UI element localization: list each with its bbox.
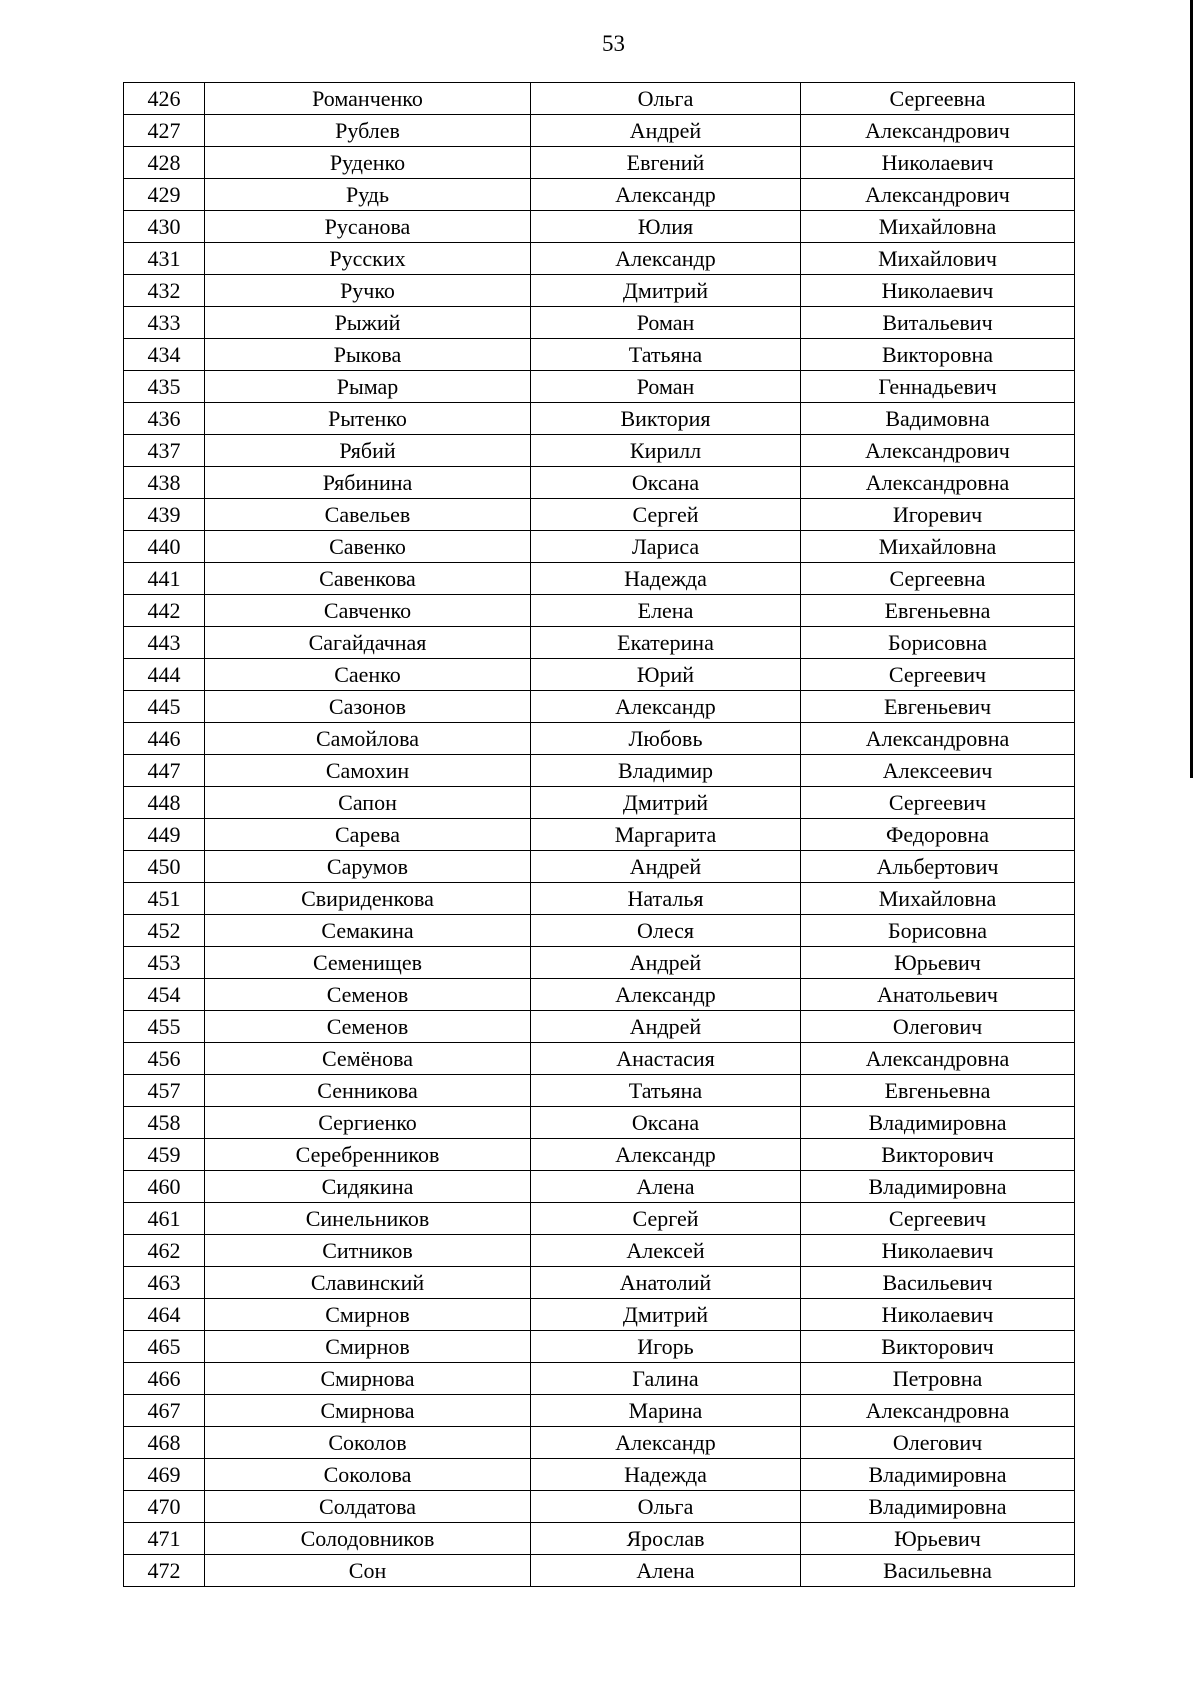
table-row — [124, 211, 1075, 243]
first-name-cell: Дмитрий — [531, 787, 801, 819]
patronymic-cell: Олегович — [801, 1011, 1075, 1043]
first-name-cell: Олеся — [531, 915, 801, 947]
first-name-cell: Оксана — [531, 467, 801, 499]
table-row — [124, 371, 1075, 403]
first-name-cell: Ольга — [531, 83, 801, 115]
table-row — [124, 115, 1075, 147]
surname-cell: Смирнова — [205, 1395, 531, 1427]
first-name-cell: Сергей — [531, 1203, 801, 1235]
first-name-cell: Александр — [531, 1427, 801, 1459]
patronymic-cell: Сергеевна — [801, 563, 1075, 595]
patronymic-cell: Михайловна — [801, 531, 1075, 563]
row-number-cell: 468 — [124, 1427, 205, 1459]
first-name-cell: Галина — [531, 1363, 801, 1395]
row-number-cell: 467 — [124, 1395, 205, 1427]
table-row — [124, 275, 1075, 307]
patronymic-cell: Михайловна — [801, 883, 1075, 915]
patronymic-cell: Евгеньевна — [801, 595, 1075, 627]
row-number-cell: 437 — [124, 435, 205, 467]
table-row — [124, 1171, 1075, 1203]
table-row — [124, 1107, 1075, 1139]
patronymic-cell: Александровна — [801, 1043, 1075, 1075]
row-number-cell: 469 — [124, 1459, 205, 1491]
row-number-cell: 438 — [124, 467, 205, 499]
surname-cell: Рябинина — [205, 467, 531, 499]
first-name-cell: Надежда — [531, 1459, 801, 1491]
surname-cell: Солодовников — [205, 1523, 531, 1555]
row-number-cell: 455 — [124, 1011, 205, 1043]
surname-cell: Рябий — [205, 435, 531, 467]
patronymic-cell: Александрович — [801, 115, 1075, 147]
row-number-cell: 443 — [124, 627, 205, 659]
surname-cell: Семенов — [205, 979, 531, 1011]
row-number-cell: 446 — [124, 723, 205, 755]
surname-cell: Русских — [205, 243, 531, 275]
surname-cell: Сидякина — [205, 1171, 531, 1203]
table-row — [124, 883, 1075, 915]
patronymic-cell: Владимировна — [801, 1107, 1075, 1139]
table-row — [124, 499, 1075, 531]
first-name-cell: Татьяна — [531, 1075, 801, 1107]
patronymic-cell: Сергеевич — [801, 787, 1075, 819]
row-number-cell: 454 — [124, 979, 205, 1011]
row-number-cell: 466 — [124, 1363, 205, 1395]
patronymic-cell: Александрович — [801, 435, 1075, 467]
surname-cell: Соколова — [205, 1459, 531, 1491]
roster-table — [123, 82, 1075, 1587]
row-number-cell: 445 — [124, 691, 205, 723]
patronymic-cell: Альбертович — [801, 851, 1075, 883]
first-name-cell: Алена — [531, 1555, 801, 1587]
patronymic-cell: Алексеевич — [801, 755, 1075, 787]
table-row — [124, 1427, 1075, 1459]
patronymic-cell: Евгеньевич — [801, 691, 1075, 723]
table-row — [124, 1459, 1075, 1491]
patronymic-cell: Владимировна — [801, 1171, 1075, 1203]
table-row — [124, 755, 1075, 787]
surname-cell: Ситников — [205, 1235, 531, 1267]
table-row — [124, 1331, 1075, 1363]
row-number-cell: 429 — [124, 179, 205, 211]
surname-cell: Соколов — [205, 1427, 531, 1459]
surname-cell: Сенникова — [205, 1075, 531, 1107]
row-number-cell: 433 — [124, 307, 205, 339]
surname-cell: Славинский — [205, 1267, 531, 1299]
row-number-cell: 441 — [124, 563, 205, 595]
table-row — [124, 659, 1075, 691]
table-row — [124, 1491, 1075, 1523]
row-number-cell: 448 — [124, 787, 205, 819]
roster-table-body — [124, 83, 1075, 1587]
row-number-cell: 453 — [124, 947, 205, 979]
row-number-cell: 450 — [124, 851, 205, 883]
table-row — [124, 403, 1075, 435]
table-row — [124, 1267, 1075, 1299]
table-row — [124, 979, 1075, 1011]
surname-cell: Рымар — [205, 371, 531, 403]
patronymic-cell: Николаевич — [801, 147, 1075, 179]
surname-cell: Рыкова — [205, 339, 531, 371]
surname-cell: Рыжий — [205, 307, 531, 339]
scan-edge-line — [1190, 0, 1193, 778]
first-name-cell: Александр — [531, 1139, 801, 1171]
patronymic-cell: Викторович — [801, 1331, 1075, 1363]
first-name-cell: Дмитрий — [531, 275, 801, 307]
surname-cell: Ручко — [205, 275, 531, 307]
first-name-cell: Юлия — [531, 211, 801, 243]
table-row — [124, 1363, 1075, 1395]
table-row — [124, 1011, 1075, 1043]
row-number-cell: 444 — [124, 659, 205, 691]
first-name-cell: Анатолий — [531, 1267, 801, 1299]
patronymic-cell: Витальевич — [801, 307, 1075, 339]
first-name-cell: Марина — [531, 1395, 801, 1427]
surname-cell: Смирнова — [205, 1363, 531, 1395]
patronymic-cell: Васильевич — [801, 1267, 1075, 1299]
first-name-cell: Александр — [531, 691, 801, 723]
surname-cell: Самойлова — [205, 723, 531, 755]
surname-cell: Смирнов — [205, 1331, 531, 1363]
row-number-cell: 436 — [124, 403, 205, 435]
row-number-cell: 428 — [124, 147, 205, 179]
patronymic-cell: Анатольевич — [801, 979, 1075, 1011]
table-row — [124, 915, 1075, 947]
row-number-cell: 463 — [124, 1267, 205, 1299]
patronymic-cell: Александровна — [801, 723, 1075, 755]
row-number-cell: 470 — [124, 1491, 205, 1523]
surname-cell: Саенко — [205, 659, 531, 691]
patronymic-cell: Борисовна — [801, 915, 1075, 947]
first-name-cell: Лариса — [531, 531, 801, 563]
first-name-cell: Александр — [531, 979, 801, 1011]
table-row — [124, 1235, 1075, 1267]
first-name-cell: Оксана — [531, 1107, 801, 1139]
first-name-cell: Ярослав — [531, 1523, 801, 1555]
table-row — [124, 307, 1075, 339]
first-name-cell: Татьяна — [531, 339, 801, 371]
row-number-cell: 451 — [124, 883, 205, 915]
patronymic-cell: Борисовна — [801, 627, 1075, 659]
table-row — [124, 147, 1075, 179]
first-name-cell: Александр — [531, 243, 801, 275]
surname-cell: Семакина — [205, 915, 531, 947]
surname-cell: Русанова — [205, 211, 531, 243]
surname-cell: Солдатова — [205, 1491, 531, 1523]
patronymic-cell: Васильевна — [801, 1555, 1075, 1587]
patronymic-cell: Вадимовна — [801, 403, 1075, 435]
row-number-cell: 449 — [124, 819, 205, 851]
surname-cell: Семенов — [205, 1011, 531, 1043]
row-number-cell: 439 — [124, 499, 205, 531]
table-row — [124, 1203, 1075, 1235]
table-row — [124, 339, 1075, 371]
surname-cell: Савельев — [205, 499, 531, 531]
first-name-cell: Владимир — [531, 755, 801, 787]
surname-cell: Руденко — [205, 147, 531, 179]
patronymic-cell: Михайловна — [801, 211, 1075, 243]
surname-cell: Семёнова — [205, 1043, 531, 1075]
first-name-cell: Андрей — [531, 851, 801, 883]
row-number-cell: 431 — [124, 243, 205, 275]
patronymic-cell: Сергеевич — [801, 1203, 1075, 1235]
table-row — [124, 1555, 1075, 1587]
row-number-cell: 472 — [124, 1555, 205, 1587]
table-row — [124, 691, 1075, 723]
table-row — [124, 243, 1075, 275]
surname-cell: Сазонов — [205, 691, 531, 723]
table-row — [124, 531, 1075, 563]
table-row — [124, 819, 1075, 851]
first-name-cell: Ольга — [531, 1491, 801, 1523]
table-row — [124, 563, 1075, 595]
patronymic-cell: Юрьевич — [801, 947, 1075, 979]
row-number-cell: 434 — [124, 339, 205, 371]
table-row — [124, 1043, 1075, 1075]
row-number-cell: 457 — [124, 1075, 205, 1107]
row-number-cell: 464 — [124, 1299, 205, 1331]
first-name-cell: Андрей — [531, 947, 801, 979]
patronymic-cell: Александрович — [801, 179, 1075, 211]
table-row — [124, 723, 1075, 755]
patronymic-cell: Евгеньевна — [801, 1075, 1075, 1107]
table-row — [124, 851, 1075, 883]
first-name-cell: Алена — [531, 1171, 801, 1203]
patronymic-cell: Сергеевна — [801, 83, 1075, 115]
surname-cell: Свириденкова — [205, 883, 531, 915]
surname-cell: Сергиенко — [205, 1107, 531, 1139]
row-number-cell: 440 — [124, 531, 205, 563]
patronymic-cell: Александровна — [801, 1395, 1075, 1427]
first-name-cell: Виктория — [531, 403, 801, 435]
patronymic-cell: Геннадьевич — [801, 371, 1075, 403]
surname-cell: Семенищев — [205, 947, 531, 979]
row-number-cell: 432 — [124, 275, 205, 307]
surname-cell: Савенкова — [205, 563, 531, 595]
row-number-cell: 426 — [124, 83, 205, 115]
table-row — [124, 595, 1075, 627]
table-row — [124, 627, 1075, 659]
table-row — [124, 1395, 1075, 1427]
table-row — [124, 83, 1075, 115]
surname-cell: Сагайдачная — [205, 627, 531, 659]
first-name-cell: Игорь — [531, 1331, 801, 1363]
patronymic-cell: Николаевич — [801, 1235, 1075, 1267]
first-name-cell: Дмитрий — [531, 1299, 801, 1331]
table-row — [124, 1139, 1075, 1171]
row-number-cell: 460 — [124, 1171, 205, 1203]
table-row — [124, 947, 1075, 979]
first-name-cell: Маргарита — [531, 819, 801, 851]
surname-cell: Серебренников — [205, 1139, 531, 1171]
first-name-cell: Екатерина — [531, 627, 801, 659]
table-row — [124, 179, 1075, 211]
patronymic-cell: Владимировна — [801, 1459, 1075, 1491]
first-name-cell: Андрей — [531, 115, 801, 147]
row-number-cell: 430 — [124, 211, 205, 243]
table-row — [124, 787, 1075, 819]
first-name-cell: Алексей — [531, 1235, 801, 1267]
first-name-cell: Наталья — [531, 883, 801, 915]
row-number-cell: 465 — [124, 1331, 205, 1363]
patronymic-cell: Викторовна — [801, 339, 1075, 371]
row-number-cell: 471 — [124, 1523, 205, 1555]
first-name-cell: Юрий — [531, 659, 801, 691]
patronymic-cell: Михайлович — [801, 243, 1075, 275]
patronymic-cell: Николаевич — [801, 1299, 1075, 1331]
row-number-cell: 459 — [124, 1139, 205, 1171]
surname-cell: Рытенко — [205, 403, 531, 435]
surname-cell: Рудь — [205, 179, 531, 211]
row-number-cell: 462 — [124, 1235, 205, 1267]
surname-cell: Савенко — [205, 531, 531, 563]
table-row — [124, 1299, 1075, 1331]
first-name-cell: Евгений — [531, 147, 801, 179]
surname-cell: Сон — [205, 1555, 531, 1587]
patronymic-cell: Сергеевич — [801, 659, 1075, 691]
page-number: 53 — [602, 31, 625, 56]
patronymic-cell: Федоровна — [801, 819, 1075, 851]
first-name-cell: Александр — [531, 179, 801, 211]
surname-cell: Сарева — [205, 819, 531, 851]
surname-cell: Сарумов — [205, 851, 531, 883]
first-name-cell: Елена — [531, 595, 801, 627]
row-number-cell: 447 — [124, 755, 205, 787]
first-name-cell: Надежда — [531, 563, 801, 595]
row-number-cell: 442 — [124, 595, 205, 627]
surname-cell: Синельников — [205, 1203, 531, 1235]
surname-cell: Сапон — [205, 787, 531, 819]
table-row — [124, 467, 1075, 499]
patronymic-cell: Юрьевич — [801, 1523, 1075, 1555]
surname-cell: Самохин — [205, 755, 531, 787]
first-name-cell: Роман — [531, 307, 801, 339]
row-number-cell: 435 — [124, 371, 205, 403]
patronymic-cell: Игоревич — [801, 499, 1075, 531]
patronymic-cell: Николаевич — [801, 275, 1075, 307]
table-row — [124, 435, 1075, 467]
patronymic-cell: Олегович — [801, 1427, 1075, 1459]
first-name-cell: Роман — [531, 371, 801, 403]
row-number-cell: 458 — [124, 1107, 205, 1139]
patronymic-cell: Петровна — [801, 1363, 1075, 1395]
surname-cell: Романченко — [205, 83, 531, 115]
patronymic-cell: Викторович — [801, 1139, 1075, 1171]
surname-cell: Смирнов — [205, 1299, 531, 1331]
row-number-cell: 427 — [124, 115, 205, 147]
surname-cell: Савченко — [205, 595, 531, 627]
table-row — [124, 1523, 1075, 1555]
row-number-cell: 461 — [124, 1203, 205, 1235]
row-number-cell: 452 — [124, 915, 205, 947]
first-name-cell: Кирилл — [531, 435, 801, 467]
surname-cell: Рублев — [205, 115, 531, 147]
first-name-cell: Сергей — [531, 499, 801, 531]
table-row — [124, 1075, 1075, 1107]
row-number-cell: 456 — [124, 1043, 205, 1075]
first-name-cell: Анастасия — [531, 1043, 801, 1075]
patronymic-cell: Александровна — [801, 467, 1075, 499]
patronymic-cell: Владимировна — [801, 1491, 1075, 1523]
first-name-cell: Любовь — [531, 723, 801, 755]
first-name-cell: Андрей — [531, 1011, 801, 1043]
